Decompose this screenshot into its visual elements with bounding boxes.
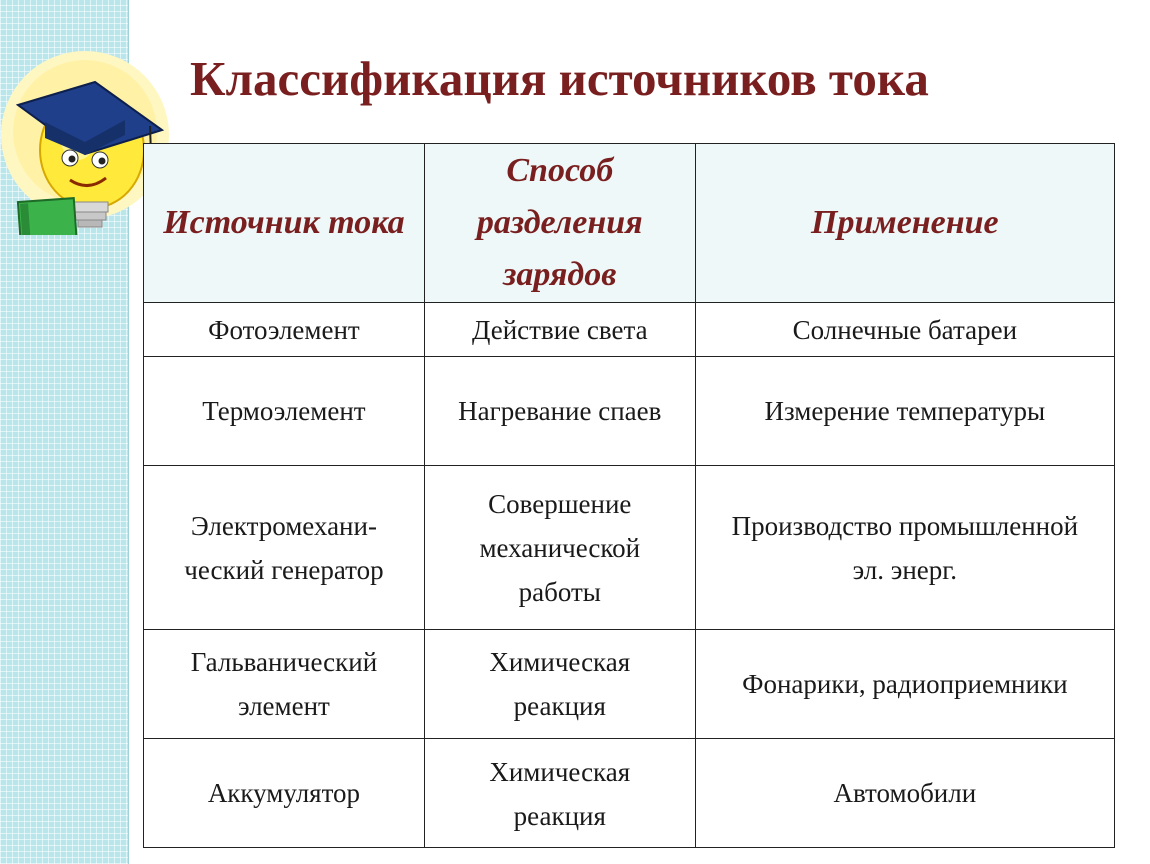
cell-method: Совершение механической работы: [424, 466, 695, 630]
table-row: [144, 303, 1115, 357]
cell-application: Фонарики, радиоприемники: [695, 630, 1114, 739]
table-row: [144, 466, 1115, 630]
sources-table: [143, 143, 1115, 848]
cell-source: Фотоэлемент: [144, 303, 425, 357]
cell-source: Гальванический элемент: [144, 630, 425, 739]
cell-application: Производство промышленной эл. энерг.: [695, 466, 1114, 630]
header-application: Применение: [695, 144, 1114, 303]
table-row: [144, 630, 1115, 739]
cell-application: Автомобили: [695, 739, 1114, 848]
page-title: Классификация источников тока: [190, 51, 929, 106]
cell-method: Действие света: [424, 303, 695, 357]
header-source: Источник тока: [144, 144, 425, 303]
table-row: [144, 739, 1115, 848]
cell-source: Электромехани-ческий генератор: [144, 466, 425, 630]
header-separation-method: Способ разделения зарядов: [424, 144, 695, 303]
cell-source: Термоэлемент: [144, 357, 425, 466]
table-header-row: [144, 144, 1115, 303]
cell-method: Химическая реакция: [424, 630, 695, 739]
cell-method: Химическая реакция: [424, 739, 695, 848]
cell-source: Аккумулятор: [144, 739, 425, 848]
cell-method: Нагревание спаев: [424, 357, 695, 466]
table-row: [144, 357, 1115, 466]
cell-application: Солнечные батареи: [695, 303, 1114, 357]
cell-application: Измерение температуры: [695, 357, 1114, 466]
